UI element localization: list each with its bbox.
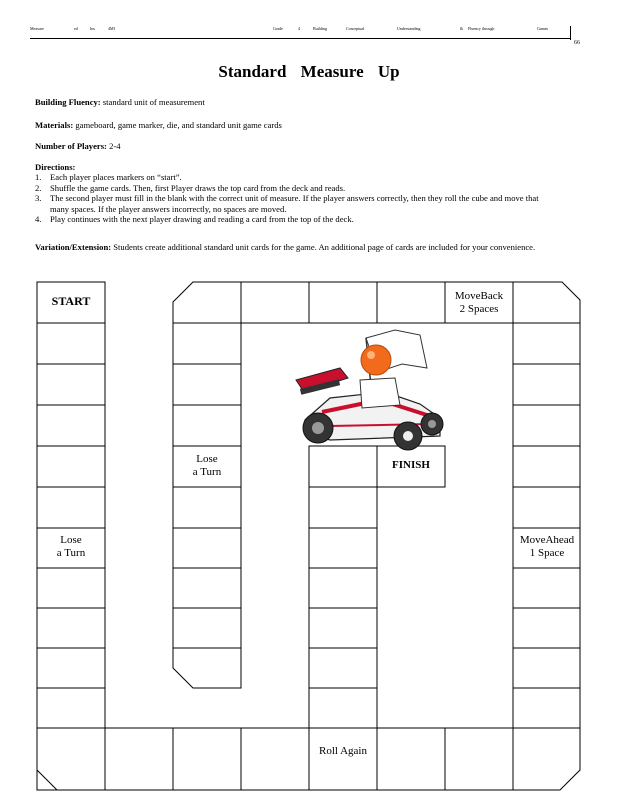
header-item: 4MI [108, 26, 115, 31]
start-space-label: START [51, 294, 91, 308]
step-number: 1. [35, 172, 42, 183]
step-text: Shuffle the game cards. Then, first Player draws the top card from the deck and reads. [50, 182, 346, 193]
finish-space-label: FINISH [392, 459, 430, 471]
variation-label: Variation/Extension: [35, 242, 112, 252]
move-ahead-line: MoveAhead [519, 534, 575, 546]
step-text: The second player must fill in the blank with the correct unit of measure. If the player answers correctly, then they roll the cube and move that many spaces. If the player answers incorrectly, no spaces are moved. [50, 193, 539, 214]
lose-turn-line: Lose [60, 534, 82, 546]
lose-turn-line: a Turn [56, 547, 86, 559]
header-item: & [460, 26, 464, 31]
move-back-line: MoveBack [454, 290, 504, 302]
lose-turn-space-label [173, 453, 241, 479]
header-item: Grade [273, 26, 283, 31]
players-value: 2-4 [109, 141, 121, 151]
building-fluency-label: Building Fluency: [35, 97, 101, 107]
page-number: 66 [574, 40, 580, 46]
move-back-line: 2 Spaces [459, 303, 499, 315]
players-label: Number of Players: [35, 141, 107, 151]
header-item: ed [74, 26, 78, 31]
directions-label: Directions: [35, 162, 76, 172]
race-car-illustration [296, 330, 443, 450]
move-back-space-label [445, 290, 513, 316]
header-item: Fluency through [468, 26, 495, 31]
variation-value: Students create additional standard unit cards for the game. An additional page of cards are included for your convenience. [113, 242, 536, 252]
header-item: Games [537, 26, 549, 31]
roll-again-space-label: Roll Again [319, 745, 367, 757]
materials-label: Materials: [35, 120, 74, 130]
header-item: Measure [30, 26, 44, 31]
lose-turn-line: Lose [196, 453, 218, 465]
step-text: Play continues with the next player drawing and reading a card from the top of the deck. [50, 214, 354, 225]
header-item: Ins [90, 26, 95, 31]
lose-turn-line: a Turn [192, 466, 222, 478]
page-title: Standard Measure Up [218, 62, 400, 81]
header-item: Building [313, 26, 328, 31]
header-item: Understanding [397, 26, 421, 31]
step-number: 4. [35, 214, 42, 225]
move-ahead-line: 1 Space [529, 547, 565, 559]
materials-value: gameboard, game marker, die, and standard unit game cards [75, 120, 282, 130]
lose-turn-space-label [37, 534, 105, 560]
move-ahead-space-label [513, 534, 581, 560]
header-item: Conceptual [346, 26, 365, 31]
header-item: 4 [298, 26, 300, 31]
step-number: 2. [35, 182, 42, 193]
step-number: 3. [35, 193, 42, 204]
building-fluency-value: standard unit of measurement [102, 97, 205, 107]
step-text: Each player places markers on “start”. [50, 172, 182, 183]
